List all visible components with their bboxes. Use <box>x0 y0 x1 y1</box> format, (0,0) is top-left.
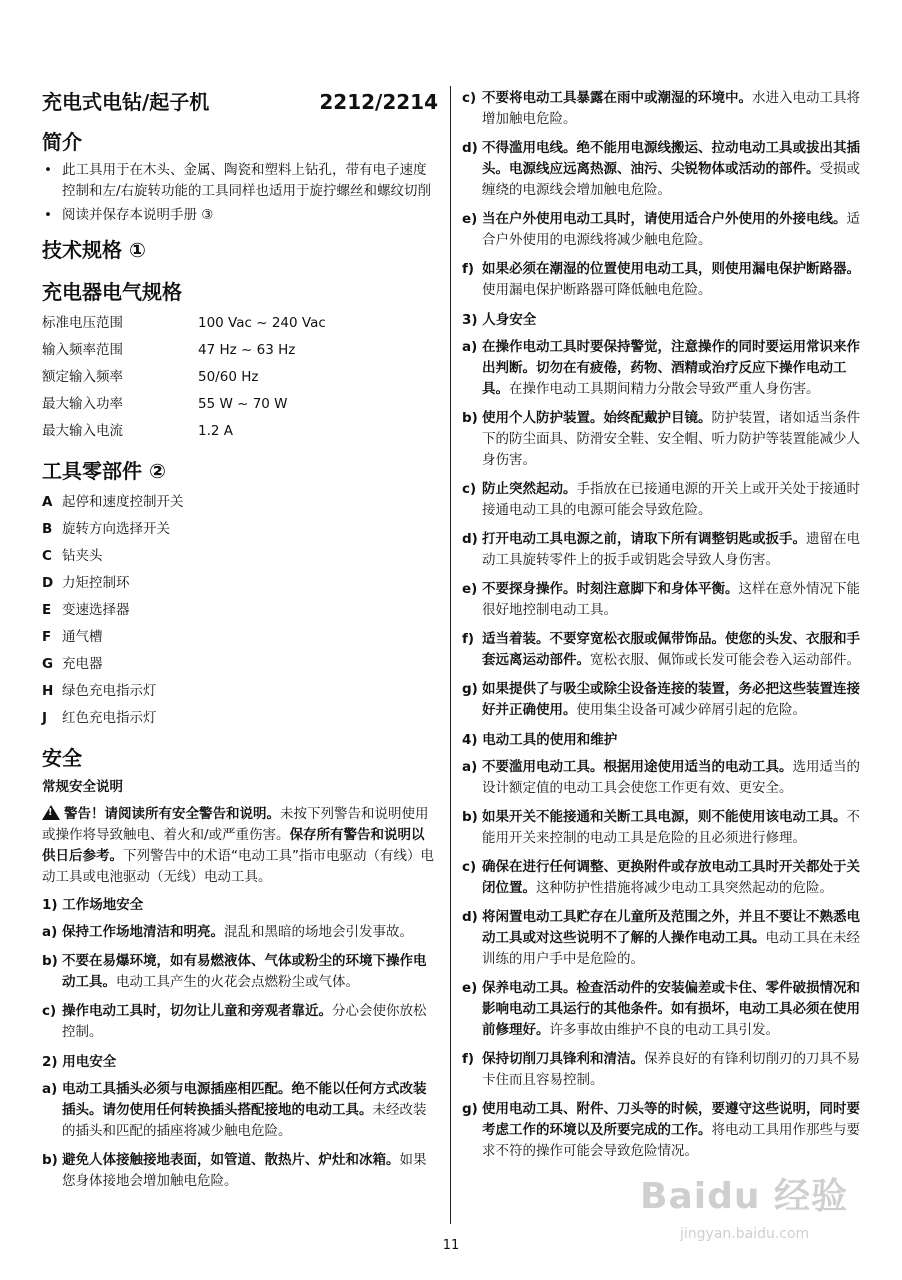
item-bold: 将闲置电动工具贮存在儿童所及范围之外，并且不要让不熟悉电动工具或对这些说明不了解的人操作电动工具。 <box>482 909 860 946</box>
item-bold: 不要探身操作。时刻注意脚下和身体平衡。 <box>482 581 739 597</box>
list-item <box>462 1049 860 1091</box>
list-item <box>42 951 438 993</box>
list-item <box>462 138 860 201</box>
item-marker: b) <box>42 953 58 969</box>
part-letter: G <box>42 656 54 672</box>
section-2-heading: 2) 用电安全 <box>42 1054 117 1070</box>
watermark-url: jingyan.baidu.com <box>680 1226 810 1242</box>
item-bold: 电动工具插头必须与电源插座相匹配。绝不能以任何方式改装插头。请勿使用任何转换插头搭配接地的电动工具。 <box>62 1081 427 1118</box>
item-marker: b) <box>42 1152 58 1168</box>
item-bold: 不要滥用电动工具。根据用途使用适当的电动工具。 <box>482 759 793 775</box>
item-marker: e) <box>462 581 478 597</box>
part-letter: B <box>42 521 53 537</box>
title-row <box>42 88 438 116</box>
part-letter: H <box>42 683 54 699</box>
list-item: • 阅读并保存本说明手册 ③ <box>42 205 438 226</box>
list-item <box>42 1150 438 1192</box>
item-marker: c) <box>42 1003 57 1019</box>
warning-bold: 警告！请阅读所有安全警告和说明。 <box>64 806 280 822</box>
item-marker: g) <box>462 1101 478 1117</box>
item-marker: f) <box>462 631 475 647</box>
item-text: 手指放在已接通电源的开关上或开关处于接通时接通电动工具的电源可能会导致危险。 <box>482 481 860 518</box>
item-text: 这种防护性措施将减少电动工具突然起动的危险。 <box>536 880 833 896</box>
spec-value: 55 W ~ 70 W <box>198 396 288 412</box>
watermark-logo: Baidu 经验 <box>640 1176 849 1217</box>
item-text: 水进入电动工具将增加触电危险。 <box>482 90 860 127</box>
list-item <box>462 679 860 721</box>
part-letter: C <box>42 548 52 564</box>
item-text: 遗留在电动工具旋转零件上的扳手或钥匙会导致人身伤害。 <box>482 531 860 568</box>
list-item <box>42 678 438 705</box>
tech-spec-heading: 技术规格 ① <box>42 238 146 262</box>
item-bold: 使用电动工具、附件、刀头等的时候，要遵守这些说明，同时要考虑工作的环境以及所要完成的工作。 <box>482 1101 860 1138</box>
list-item <box>42 651 438 678</box>
item-text: 使用集尘设备可减少碎屑引起的危险。 <box>576 702 806 718</box>
spec-value: 1.2 A <box>198 423 233 439</box>
spec-value: 47 Hz ~ 63 Hz <box>198 342 296 358</box>
part-letter: D <box>42 575 54 591</box>
general-safety-subheading: 常规安全说明 <box>42 779 123 795</box>
spec-key: 最大输入功率 <box>42 396 123 412</box>
item-text: 如果您身体接地会增加触电危险。 <box>62 1152 427 1189</box>
intro-bullets <box>42 160 438 226</box>
list-item <box>462 337 860 400</box>
part-name: 钻夹头 <box>62 548 103 564</box>
item-bold: 不要将电动工具暴露在雨中或潮湿的环境中。 <box>482 90 752 106</box>
item-marker: b) <box>462 410 478 426</box>
item-text: 将电动工具用作那些与要求不符的操作可能会导致危险情况。 <box>482 1122 860 1159</box>
list-item <box>462 88 860 130</box>
part-name: 红色充电指示灯 <box>62 710 157 726</box>
list-item <box>462 408 860 471</box>
safety-heading: 安全 <box>42 746 82 770</box>
item-bold: 保持切削刀具锋利和清洁。 <box>482 1051 644 1067</box>
item-text: 电动工具在未经训练的用户手中是危险的。 <box>482 930 860 967</box>
list-item <box>462 807 860 849</box>
spec-row <box>42 391 438 418</box>
item-marker: a) <box>42 1081 58 1097</box>
parts-list <box>42 489 438 732</box>
item-text: 混乱和黑暗的场地会引发事故。 <box>224 924 413 940</box>
part-name: 绿色充电指示灯 <box>62 683 157 699</box>
item-bold: 防止突然起动。 <box>482 481 577 497</box>
list-item <box>462 629 860 671</box>
left-column <box>42 88 438 1200</box>
item-bold: 操作电动工具时，切勿让儿童和旁观者靠近。 <box>62 1003 332 1019</box>
list-item <box>462 857 860 899</box>
item-text: 许多事故由维护不良的电动工具引发。 <box>549 1022 779 1038</box>
part-letter: E <box>42 602 52 618</box>
item-marker: d) <box>462 909 478 925</box>
spec-key: 标准电压范围 <box>42 315 123 331</box>
item-text: 宽松衣服、佩饰或长发可能会卷入运动部件。 <box>590 652 860 668</box>
part-letter: A <box>42 494 53 510</box>
item-marker: a) <box>462 759 478 775</box>
item-text: 使用漏电保护断路器可降低触电危险。 <box>482 282 712 298</box>
part-name: 变速选择器 <box>62 602 130 618</box>
list-item <box>42 543 438 570</box>
item-bold: 如果提供了与吸尘或除尘设备连接的装置，务必把这些装置连接好并正确使用。 <box>482 681 860 718</box>
item-bold: 当在户外使用电动工具时，请使用适合户外使用的外接电线。 <box>482 211 847 227</box>
item-bold: 打开电动工具电源之前，请取下所有调整钥匙或扳手。 <box>482 531 806 547</box>
part-name: 充电器 <box>62 656 103 672</box>
charger-spec-table <box>42 310 438 445</box>
item-text: 分心会使你放松控制。 <box>62 1003 427 1040</box>
parts-heading: 工具零部件 ② <box>42 459 166 483</box>
part-name: 起停和速度控制开关 <box>62 494 184 510</box>
intro-heading: 简介 <box>42 130 82 154</box>
list-item <box>42 705 438 732</box>
item-bold: 不要在易爆环境，如有易燃液体、气体或粉尘的环境下操作电动工具。 <box>62 953 427 990</box>
list-item: • 此工具用于在木头、金属、陶瓷和塑料上钻孔，带有电子速度控制和左/右旋转功能的工具同样也适用于旋拧螺丝和螺纹切削 <box>42 160 438 202</box>
item-marker: c) <box>462 859 477 875</box>
column-divider <box>450 86 451 1224</box>
item-marker: a) <box>42 924 58 940</box>
spec-row <box>42 310 438 337</box>
item-bold: 如果开关不能接通和关断工具电源，则不能使用该电动工具。 <box>482 809 847 825</box>
product-title: 充电式电钻/起子机 <box>42 90 210 114</box>
item-bold: 保养电动工具。检查活动件的安装偏差或卡住、零件破损情况和影响电动工具运行的其他条件。如有损坏，电动工具必须在使用前修理好。 <box>482 980 860 1038</box>
item-text: 适合户外使用的电源线将减少触电危险。 <box>482 211 860 248</box>
list-item <box>462 907 860 970</box>
part-name: 通气槽 <box>62 629 103 645</box>
warning-triangle-icon <box>42 805 60 820</box>
spec-key: 输入频率范围 <box>42 342 123 358</box>
item-text: 受损或缠绕的电源线会增加触电危险。 <box>482 161 860 198</box>
list-item <box>462 209 860 251</box>
item-bold: 在操作电动工具时要保持警觉，注意操作的同时要运用常识来作出判断。切勿在有疲倦，药物、酒精或治疗反应下操作电动工具。 <box>482 339 860 397</box>
warning-text-2: 下列警告中的术语“电动工具”指市电驱动（有线）电动工具或电池驱动（无线）电动工具。 <box>42 848 434 885</box>
item-text: 这样在意外情况下能很好地控制电动工具。 <box>482 581 860 618</box>
part-letter: F <box>42 629 52 645</box>
item-text: 未经改装的插头和匹配的插座将减少触电危险。 <box>62 1102 427 1139</box>
item-marker: d) <box>462 531 478 547</box>
item-bold: 确保在进行任何调整、更换附件或存放电动工具时开关都处于关闭位置。 <box>482 859 860 896</box>
list-item <box>462 529 860 571</box>
spec-key: 最大输入电流 <box>42 423 123 439</box>
list-item <box>42 922 438 943</box>
item-marker: d) <box>462 140 478 156</box>
item-marker: c) <box>462 481 477 497</box>
item-text: 在操作电动工具期间精力分散会导致严重人身伤害。 <box>509 381 820 397</box>
section-4-heading: 4) 电动工具的使用和维护 <box>462 732 618 748</box>
item-text: 电动工具产生的火花会点燃粉尘或气体。 <box>116 974 359 990</box>
list-item <box>462 1099 860 1162</box>
spec-row <box>42 337 438 364</box>
list-item <box>462 479 860 521</box>
item-bold: 如果必须在潮湿的位置使用电动工具，则使用漏电保护断路器。 <box>482 261 860 277</box>
list-item <box>42 624 438 651</box>
item-marker: g) <box>462 681 478 697</box>
part-letter: J <box>42 710 48 726</box>
warning-paragraph <box>42 804 438 888</box>
item-text: 选用适当的设计额定值的电动工具会使您工作更有效、更安全。 <box>482 759 860 796</box>
item-text: 不能用开关来控制的电动工具是危险的且必须进行修理。 <box>482 809 860 846</box>
list-item <box>462 757 860 799</box>
list-item <box>42 597 438 624</box>
list-item <box>462 259 860 301</box>
item-bold: 避免人体接触接地表面，如管道、散热片、炉灶和冰箱。 <box>62 1152 400 1168</box>
part-name: 旋转方向选择开关 <box>62 521 170 537</box>
list-item <box>42 489 438 516</box>
item-text: 保养良好的有锋利切削刃的刀具不易卡住而且容易控制。 <box>482 1051 860 1088</box>
model-number: 2212/2214 <box>319 90 438 114</box>
item-bold: 不得滥用电线。绝不能用电源线搬运、拉动电动工具或拔出其插头。电源线应远离热源、油污、尖锐物体或活动的部件。 <box>482 140 860 177</box>
list-item <box>462 978 860 1041</box>
item-marker: f) <box>462 1051 475 1067</box>
list-item <box>462 579 860 621</box>
right-column <box>462 88 860 1170</box>
section-1-heading: 1) 工作场地安全 <box>42 897 144 913</box>
item-marker: e) <box>462 980 478 996</box>
item-marker: e) <box>462 211 478 227</box>
spec-key: 额定输入频率 <box>42 369 123 385</box>
list-item <box>42 516 438 543</box>
spec-value: 100 Vac ~ 240 Vac <box>198 315 326 331</box>
warning-bold-2: 保存所有警告和说明以供日后参考。 <box>42 827 425 864</box>
warning-text: 未按下列警告和说明使用或操作将导致触电、着火和/或严重伤害。 <box>42 806 429 843</box>
list-item <box>42 570 438 597</box>
item-bold: 适当着装。不要穿宽松衣服或佩带饰品。使您的头发、衣服和手套远离运动部件。 <box>482 631 860 668</box>
charger-heading: 充电器电气规格 <box>42 280 182 304</box>
item-marker: b) <box>462 809 478 825</box>
item-bold: 保持工作场地清洁和明亮。 <box>62 924 224 940</box>
section-3-heading: 3) 人身安全 <box>462 312 537 328</box>
item-bold: 使用个人防护装置。始终配戴护目镜。 <box>482 410 712 426</box>
list-item <box>42 1001 438 1043</box>
item-marker: f) <box>462 261 475 277</box>
spec-row <box>42 364 438 391</box>
spec-row <box>42 418 438 445</box>
spec-value: 50/60 Hz <box>198 369 259 385</box>
part-name: 力矩控制环 <box>62 575 130 591</box>
item-marker: a) <box>462 339 478 355</box>
item-marker: c) <box>462 90 477 106</box>
page-number: 11 <box>442 1238 460 1253</box>
list-item <box>42 1079 438 1142</box>
item-text: 防护装置，诸如适当条件下的防尘面具、防滑安全鞋、安全帽、听力防护等装置能减少人身伤害。 <box>482 410 860 468</box>
